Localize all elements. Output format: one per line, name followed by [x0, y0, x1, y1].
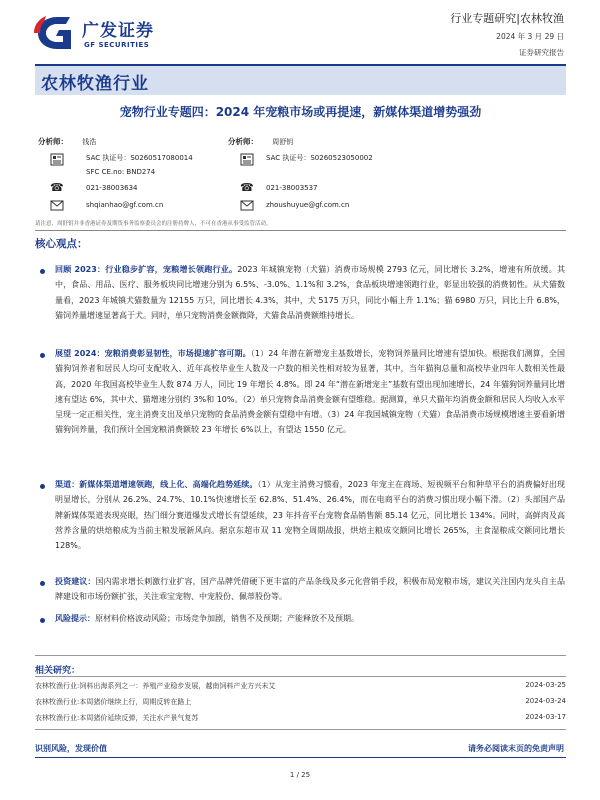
point-lead: 风险提示：: [55, 614, 95, 623]
point-body: （1）从宠主消费习惯看，2023 年宠主在商场、短视频平台和种草平台的消费偏好出现明显增长，分别从 26.2%、24.7%、10.1%快速增长至 62.8%、51.4%、26.4%，而在电商平台的消费习惯出现小幅下滑。（2）头部国产品牌新媒体渠道表现亮眼，热门细分赛道爆发式增长有望延续，23 年抖音平台宠物食品销售额 85.14 亿元，同比增长 134%。同时，高鲜肉及高营养含量的烘焙粮成为当前主粮发展新风向。据京东超市双 11 宠物全周期战报，烘焙主粮成交额同比增长 265%，主食湿粮成交额同比增长 128%。: [55, 480, 565, 551]
gf-logo-icon: [32, 14, 78, 52]
footer-divider: [35, 757, 566, 758]
footer-slogan: 识别风险，发现价值: [35, 744, 107, 753]
logo-english-text: GF SECURITIES: [84, 41, 150, 49]
divider: [35, 676, 566, 677]
related-item[interactable]: [35, 681, 566, 691]
phone-icon: ☎: [240, 181, 254, 194]
gf-securities-logo: [32, 14, 172, 54]
point-lead: 展望 2024：宠粮消费彰显韧性，市场提速扩容可期。: [55, 349, 251, 358]
point-outlook-2024: [55, 346, 565, 438]
registration-disclaimer: 请注意，周舒钥并非香港证券及期货事务监察委员会的注册持牌人，不可在香港从事受监管活动。: [35, 219, 566, 231]
analyst-2-email[interactable]: zhoushuyue@gf.com.cn: [266, 201, 350, 209]
point-lead: 投资建议：: [55, 577, 96, 586]
divider: [35, 655, 566, 656]
core-views-title: 核心观点：: [35, 238, 88, 250]
analyst-1-sac: SAC 执证号：S0260517080014: [86, 154, 193, 162]
divider: [35, 729, 566, 730]
analyst-2: [228, 136, 293, 147]
id-card-icon: [50, 153, 64, 166]
report-date: 2024 年 3 月 29 日: [496, 32, 564, 41]
logo-chinese-text: 广发证券: [82, 21, 154, 41]
related-item-date: 2024-03-17: [525, 713, 566, 721]
point-lead: 回顾 2023：行业稳步扩容，宠粮增长领跑行业。: [55, 265, 238, 274]
point-body: （1）24 年潜在新增宠主基数增长，宠物饲养量同比增速有望加快。根据我们测算，全国猫狗饲养者和居民人均可支配收入、近年高校毕业生人数及一户数的相关性相对较为显著，其中，当年猫狗总量和高校毕业四年人数相关性最高，2020 年我国高校毕业生人数 874 万人，同比 19 年增长 4.8%。即 24 年“潜在新增宠主”基数有望出现加速增长，24 年猫狗饲养量同比增速有望达 6%，其中犬、猫增速分别约 3%和 10%。（2）单只宠物食品消费金额有望维稳。据测算，单只犬猫年均消费金额和居民人均收入水平呈现一定正相关性，宠主消费支出及单只宠物的食品消费金额有望稳中有增。（3）24 年我国城镇宠物（犬猫）食品消费市场规模增速主要看新增猫狗饲养量，我们预计全国宠粮消费额较 23 年增长 6%以上，有望达 1550 亿元。: [55, 349, 565, 435]
point-review-2023: [55, 262, 565, 323]
header-meta: [450, 10, 564, 58]
related-research-title: 相关研究：: [35, 666, 81, 676]
analyst-2-sac: SAC 执证号：S0260523050002: [266, 154, 373, 162]
related-item-title[interactable]: 农林牧渔行业:饲料出海系列之一：养殖产业稳步发展，越南饲料产业方兴未艾: [35, 682, 276, 690]
bullet-icon: [40, 353, 45, 358]
analyst-label: 分析师：: [38, 137, 68, 146]
analyst-1-sfc: SFC CE.no: BND274: [86, 168, 156, 176]
related-item[interactable]: [35, 697, 566, 707]
analyst-label: 分析师：: [228, 137, 258, 146]
point-body: 国内需求增长刺激行业扩容，国产品牌凭借硬下更丰富的产品条线及多元化营销手段，积极布局宠粮市场，建议关注国内龙头自主品牌建设和市场份额扩张，关注乖宝宠物、中宠股份、佩蒂股份等。: [55, 577, 565, 602]
page-number: 1 / 25: [289, 771, 311, 779]
related-item-date: 2024-03-24: [525, 697, 566, 705]
analyst-1-phone: 021-38003634: [86, 184, 138, 192]
email-icon: [240, 200, 254, 211]
analyst-name: 周舒钥: [272, 138, 294, 146]
analyst-name: 钱浩: [82, 138, 97, 146]
phone-icon: ☎: [50, 181, 64, 194]
bullet-icon: [40, 269, 45, 274]
bullet-icon: [40, 484, 45, 489]
report-type: 证券研究报告: [519, 48, 564, 57]
analyst-2-phone: 021-38003537: [266, 184, 318, 192]
industry-banner: [35, 64, 566, 95]
id-card-icon: [240, 153, 254, 166]
point-channels: [55, 477, 565, 553]
bullet-icon: [40, 618, 45, 623]
report-category: 行业专题研究|农林牧渔: [450, 12, 564, 25]
analyst-1: [38, 136, 96, 147]
report-subtitle: 宠物行业专题四：2024 年宠粮市场或再提速，新媒体渠道增势强劲: [119, 105, 482, 119]
point-body: 原材料价格波动风险；市场竞争加剧，销售不及预期；产能释放不及预期。: [95, 614, 359, 623]
point-lead: 渠道：新媒体渠道增速领跑，线上化、高端化趋势延续。: [55, 480, 258, 489]
industry-title: 农林牧渔行业: [41, 74, 149, 94]
related-item[interactable]: [35, 713, 566, 723]
point-risk-warning: [55, 611, 565, 626]
email-icon: [50, 200, 64, 211]
related-item-date: 2024-03-25: [525, 681, 566, 689]
point-body: 2023 年城镇宠物（犬猫）消费市场规模 2793 亿元，同比增长 3.2%，增速有所放缓。其中，食品、用品、医疗、服务板块同比增速分别为 6.5%、-3.0%、1.1%和 3.2%，食品板块增速领跑行业，彰显出较强的消费韧性。从犬猫数量看，2023 年城镇犬猫数量为 12155 万只，同比增长 4.3%，其中，犬 5175 万只，同比小幅上升 1.1%；猫 6980 万只，同比上升 6.8%，猫饲养量增速显著高于犬。同时，单只宠物消费金额微降，犬猫食品消费额维持增长。: [55, 265, 565, 320]
analyst-1-email[interactable]: shqianhao@gf.com.cn: [86, 201, 164, 209]
related-item-title[interactable]: 农林牧渔行业:本周猪价延续反弹，关注水产景气复苏: [35, 714, 199, 722]
point-investment-advice: [55, 574, 565, 605]
bullet-icon: [40, 581, 45, 586]
footer-disclaimer-link[interactable]: 请务必阅读末页的免责声明: [468, 744, 564, 753]
related-item-title[interactable]: 农林牧渔行业:本周猪价继续上行，周期反转在路上: [35, 698, 192, 706]
